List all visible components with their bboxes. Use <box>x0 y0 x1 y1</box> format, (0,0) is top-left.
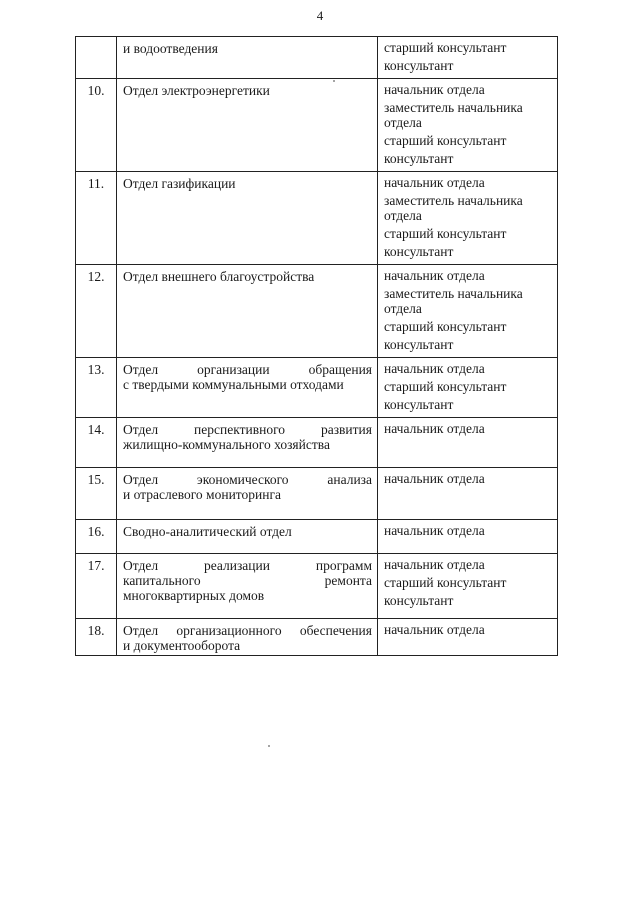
positions-list <box>378 418 558 468</box>
positions-list <box>378 172 558 265</box>
department-line: Отдел организационного обеспечения <box>123 623 372 638</box>
table-row <box>76 358 558 418</box>
department-name <box>117 418 378 468</box>
position-title: заместитель начальника отдела <box>384 100 523 130</box>
scan-speck <box>268 745 270 747</box>
department-line: Отдел реализации программ <box>123 558 372 573</box>
table-row <box>76 172 558 265</box>
row-number <box>76 37 117 79</box>
department-line: Отдел экономического анализа <box>123 472 372 487</box>
table-row <box>76 79 558 172</box>
position-title: заместитель начальника отдела <box>384 193 523 223</box>
row-number: 12. <box>76 265 117 358</box>
position-title: консультант <box>384 593 454 608</box>
row-number: 13. <box>76 358 117 418</box>
row-number: 16. <box>76 520 117 554</box>
positions-list <box>378 619 558 656</box>
department-line: и водоотведения <box>123 41 218 56</box>
positions-list <box>378 358 558 418</box>
position-title: старший консультант <box>384 575 507 590</box>
department-name <box>117 468 378 520</box>
scan-speck <box>333 80 335 82</box>
department-line: Отдел перспективного развития <box>123 422 372 437</box>
department-line: Отдел внешнего благоустройства <box>123 269 315 284</box>
position-title: консультант <box>384 58 454 73</box>
department-name <box>117 520 378 554</box>
department-line: жилищно-коммунального хозяйства <box>123 437 330 452</box>
row-number: 17. <box>76 554 117 619</box>
position-title: старший консультант <box>384 40 507 55</box>
table-row <box>76 468 558 520</box>
staff-table <box>75 36 558 656</box>
department-line: Отдел газификации <box>123 176 236 191</box>
department-name <box>117 619 378 656</box>
position-title: начальник отдела <box>384 622 485 637</box>
department-name <box>117 79 378 172</box>
positions-list <box>378 79 558 172</box>
department-name <box>117 358 378 418</box>
position-title: старший консультант <box>384 226 507 241</box>
position-title: начальник отдела <box>384 361 485 376</box>
position-title: заместитель начальника отдела <box>384 286 523 316</box>
positions-list <box>378 468 558 520</box>
position-title: консультант <box>384 337 454 352</box>
table-row <box>76 418 558 468</box>
position-title: начальник отдела <box>384 175 485 190</box>
table-row <box>76 520 558 554</box>
row-number: 10. <box>76 79 117 172</box>
position-title: старший консультант <box>384 133 507 148</box>
position-title: консультант <box>384 244 454 259</box>
department-line: и документооборота <box>123 638 241 653</box>
table-body <box>76 37 558 656</box>
position-title: начальник отдела <box>384 82 485 97</box>
table-row <box>76 619 558 656</box>
table-row <box>76 265 558 358</box>
position-title: консультант <box>384 397 454 412</box>
position-title: начальник отдела <box>384 523 485 538</box>
page-number: 4 <box>316 8 324 23</box>
department-name <box>117 265 378 358</box>
positions-list <box>378 520 558 554</box>
row-number: 14. <box>76 418 117 468</box>
row-number: 15. <box>76 468 117 520</box>
department-line: и отраслевого мониторинга <box>123 487 281 502</box>
positions-list <box>378 265 558 358</box>
position-title: начальник отдела <box>384 471 485 486</box>
department-line: Отдел электроэнергетики <box>123 83 270 98</box>
position-title: начальник отдела <box>384 421 485 436</box>
department-name <box>117 37 378 79</box>
department-name <box>117 172 378 265</box>
position-title: старший консультант <box>384 319 507 334</box>
table-row <box>76 37 558 79</box>
department-name <box>117 554 378 619</box>
department-line: с твердыми коммунальными отходами <box>123 377 344 392</box>
row-number: 11. <box>76 172 117 265</box>
department-line: капитального ремонта <box>123 573 372 588</box>
department-line: Отдел организации обращения <box>123 362 372 377</box>
row-number: 18. <box>76 619 117 656</box>
position-title: начальник отдела <box>384 268 485 283</box>
table-row <box>76 554 558 619</box>
department-line: многоквартирных домов <box>123 588 265 603</box>
position-title: начальник отдела <box>384 557 485 572</box>
positions-list <box>378 554 558 619</box>
position-title: старший консультант <box>384 379 507 394</box>
position-title: консультант <box>384 151 454 166</box>
department-line: Сводно-аналитический отдел <box>123 524 292 539</box>
positions-list <box>378 37 558 79</box>
